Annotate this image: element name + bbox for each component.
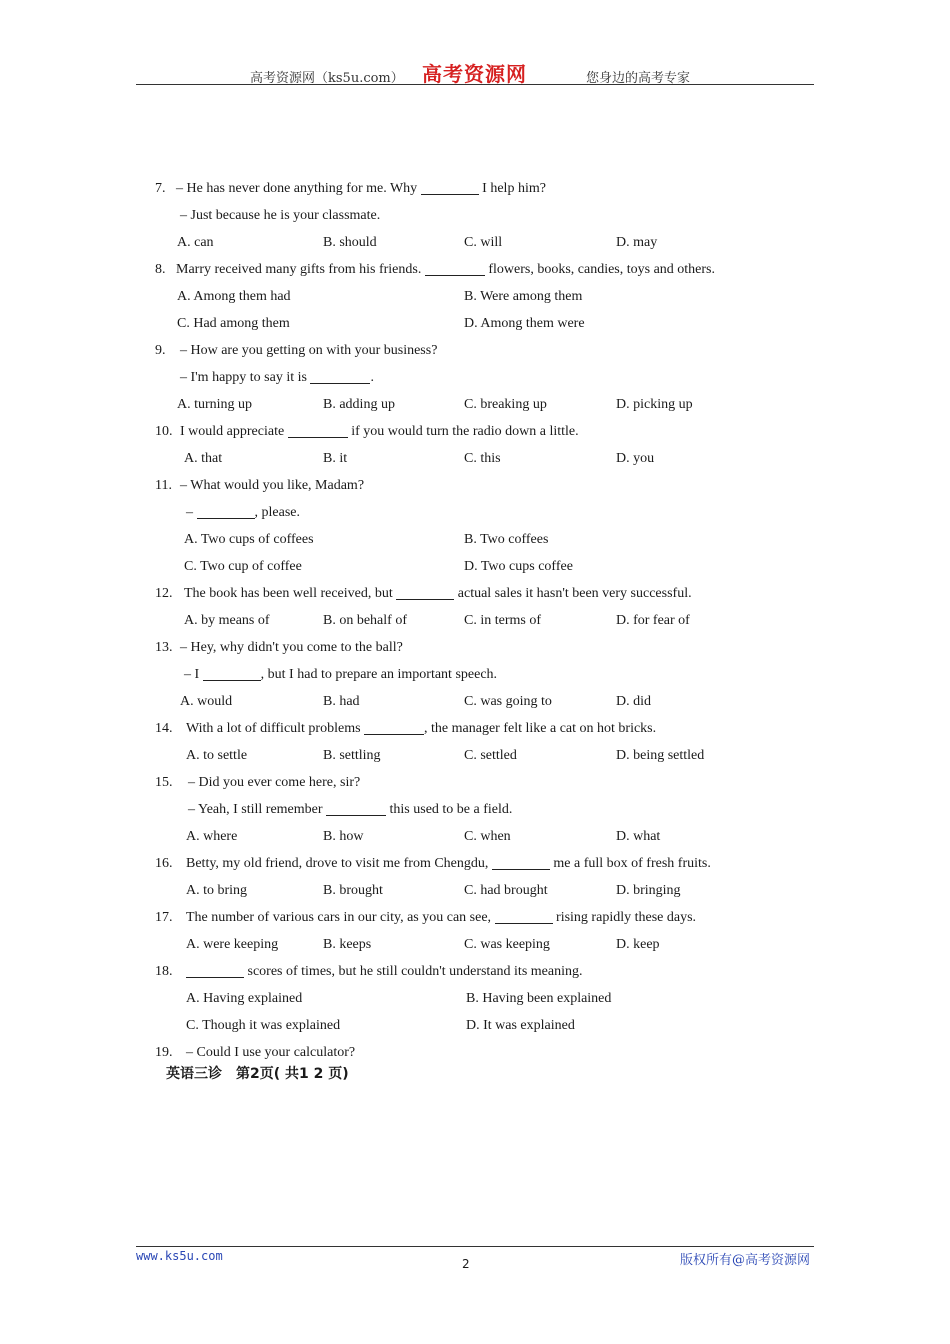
options-row — [150, 688, 790, 715]
options-row — [150, 553, 790, 580]
question-text: Marry received many gifts from his friends. flowers, books, candies, toys and others. — [176, 262, 716, 277]
answer-blank — [492, 855, 550, 870]
options-row — [150, 229, 790, 256]
options-row — [150, 283, 790, 310]
option-a[interactable]: A. Having explained — [186, 991, 303, 1006]
question-number: 16. — [155, 856, 173, 871]
dialogue-reply: – I , but I had to prepare an important speech. — [184, 667, 498, 682]
question-text: scores of times, but he still couldn't understand its meaning. — [186, 958, 582, 985]
option-b[interactable]: B. how — [323, 829, 364, 844]
question-8 — [150, 256, 790, 283]
answer-blank — [288, 423, 348, 438]
page-header — [136, 58, 814, 85]
page-number: 2 — [462, 1257, 470, 1271]
answer-blank — [197, 504, 255, 519]
question-list — [150, 175, 790, 1066]
option-b[interactable]: B. Two coffees — [464, 532, 549, 547]
question-15 — [150, 769, 790, 796]
answer-blank — [326, 801, 386, 816]
option-b[interactable]: B. brought — [323, 883, 383, 898]
header-site-name: 高考资源网（ks5u.com） — [250, 71, 404, 86]
options-row — [150, 1012, 790, 1039]
option-b[interactable]: B. adding up — [323, 397, 395, 412]
question-text: The book has been well received, but actual sales it hasn't been very successful. — [184, 586, 692, 601]
question-number: 9. — [155, 343, 166, 358]
exam-page-footer: 英语三诊 第2页( 共1 2 页) — [166, 1066, 349, 1082]
options-row — [150, 445, 790, 472]
option-b[interactable]: B. on behalf of — [323, 613, 407, 628]
question-text: – Did you ever come here, sir? — [188, 775, 361, 790]
option-d[interactable]: D. picking up — [616, 397, 693, 412]
question-7 — [150, 175, 790, 202]
dialogue-reply: – Just because he is your classmate. — [180, 208, 381, 223]
option-c[interactable]: C. will — [464, 235, 503, 250]
option-c[interactable]: C. Had among them — [177, 316, 290, 331]
option-a[interactable]: A. to settle — [186, 748, 248, 763]
option-a[interactable]: A. can — [177, 235, 214, 250]
header-slogan: 您身边的高考专家 — [586, 71, 691, 86]
dialogue-reply: – Yeah, I still remember this used to be a field. — [188, 802, 513, 817]
question-number: 11. — [155, 478, 172, 493]
option-d[interactable]: D. for fear of — [616, 613, 690, 628]
options-row — [150, 985, 790, 1012]
option-c[interactable]: C. was keeping — [464, 937, 550, 952]
option-b[interactable]: B. should — [323, 235, 377, 250]
option-c[interactable]: C. in terms of — [464, 613, 541, 628]
option-a[interactable]: A. were keeping — [186, 937, 279, 952]
page-footer — [136, 1246, 814, 1271]
question-text: – He has never done anything for me. Why I help him? — [176, 181, 546, 196]
question-19 — [150, 1039, 790, 1066]
option-c[interactable]: C. when — [464, 829, 511, 844]
question-9 — [150, 337, 790, 364]
question-number: 12. — [155, 586, 173, 601]
options-row — [150, 526, 790, 553]
option-c[interactable]: C. Though it was explained — [186, 1018, 341, 1033]
option-b[interactable]: B. it — [323, 451, 348, 466]
question-14 — [150, 715, 790, 742]
dialogue-reply: – , please. — [186, 505, 300, 520]
answer-blank — [425, 261, 485, 276]
question-12 — [150, 580, 790, 607]
question-17 — [150, 904, 790, 931]
option-b[interactable]: B. keeps — [323, 937, 372, 952]
option-a[interactable]: A. where — [186, 829, 238, 844]
option-d[interactable]: D. keep — [616, 937, 660, 952]
option-a[interactable]: A. would — [180, 694, 233, 709]
option-c[interactable]: C. this — [464, 451, 501, 466]
question-11 — [150, 472, 790, 499]
answer-blank — [364, 720, 424, 735]
option-c[interactable]: C. settled — [464, 748, 517, 763]
option-d[interactable]: D. Two cups coffee — [464, 559, 573, 574]
answer-blank — [310, 369, 370, 384]
option-a[interactable]: A. Two cups of coffees — [184, 532, 314, 547]
question-text: – Hey, why didn't you come to the ball? — [180, 640, 403, 655]
answer-blank — [421, 180, 479, 195]
question-number: 19. — [155, 1045, 173, 1060]
question-number: 13. — [155, 640, 173, 655]
options-row — [150, 607, 790, 634]
question-text: – What would you like, Madam? — [180, 478, 365, 493]
option-c[interactable]: C. breaking up — [464, 397, 547, 412]
option-d[interactable]: D. may — [616, 235, 658, 250]
question-text: – Could I use your calculator? — [186, 1045, 356, 1060]
question-number: 15. — [155, 775, 173, 790]
options-row — [150, 931, 790, 958]
question-text: The number of various cars in our city, as you can see, rising rapidly these days. — [186, 910, 697, 925]
option-d[interactable]: D. Among them were — [464, 316, 585, 331]
options-row — [150, 310, 790, 337]
question-number: 8. — [155, 262, 166, 277]
question-16 — [150, 850, 790, 877]
question-text: I would appreciate if you would turn the radio down a little. — [180, 424, 579, 439]
option-a[interactable]: A. by means of — [184, 613, 270, 628]
options-row — [150, 823, 790, 850]
answer-blank — [186, 963, 244, 978]
question-10 — [150, 418, 790, 445]
option-c[interactable]: C. Two cup of coffee — [184, 559, 302, 574]
option-d[interactable]: D. did — [616, 694, 651, 709]
options-row — [150, 742, 790, 769]
option-d[interactable]: D. It was explained — [466, 1018, 575, 1033]
question-text: Betty, my old friend, drove to visit me from Chengdu, me a full box of fresh fruits. — [186, 856, 711, 871]
question-number: 18. — [155, 964, 173, 979]
footer-copyright: 版权所有@高考资源网 — [679, 1253, 810, 1268]
question-number: 7. — [155, 181, 166, 196]
option-d[interactable]: D. you — [616, 451, 655, 466]
dialogue-reply: – I'm happy to say it is . — [180, 370, 374, 385]
header-brand-logo: 高考资源网 — [422, 62, 527, 86]
question-text: With a lot of difficult problems , the manager felt like a cat on hot bricks. — [186, 721, 657, 736]
options-row — [150, 877, 790, 904]
option-a[interactable]: A. turning up — [177, 397, 253, 412]
option-b[interactable]: B. Having been explained — [466, 991, 612, 1006]
question-18 — [150, 958, 790, 985]
option-b[interactable]: B. had — [323, 694, 360, 709]
answer-blank — [396, 585, 454, 600]
option-a[interactable]: A. Among them had — [177, 289, 291, 304]
options-row — [150, 391, 790, 418]
option-d[interactable]: D. what — [616, 829, 661, 844]
question-text: – How are you getting on with your business? — [180, 343, 438, 358]
question-number: 17. — [155, 910, 173, 925]
question-number: 14. — [155, 721, 173, 736]
question-13 — [150, 634, 790, 661]
option-a[interactable]: A. that — [184, 451, 223, 466]
option-b[interactable]: B. settling — [323, 748, 381, 763]
footer-site-link[interactable]: www.ks5u.com — [136, 1249, 223, 1263]
option-c[interactable]: C. had brought — [464, 883, 548, 898]
answer-blank — [203, 666, 261, 681]
answer-blank — [495, 909, 553, 924]
question-number: 10. — [155, 424, 173, 439]
option-d[interactable]: D. being settled — [616, 748, 705, 763]
option-b[interactable]: B. Were among them — [464, 289, 583, 304]
option-d[interactable]: D. bringing — [616, 883, 681, 898]
option-c[interactable]: C. was going to — [464, 694, 552, 709]
option-a[interactable]: A. to bring — [186, 883, 248, 898]
